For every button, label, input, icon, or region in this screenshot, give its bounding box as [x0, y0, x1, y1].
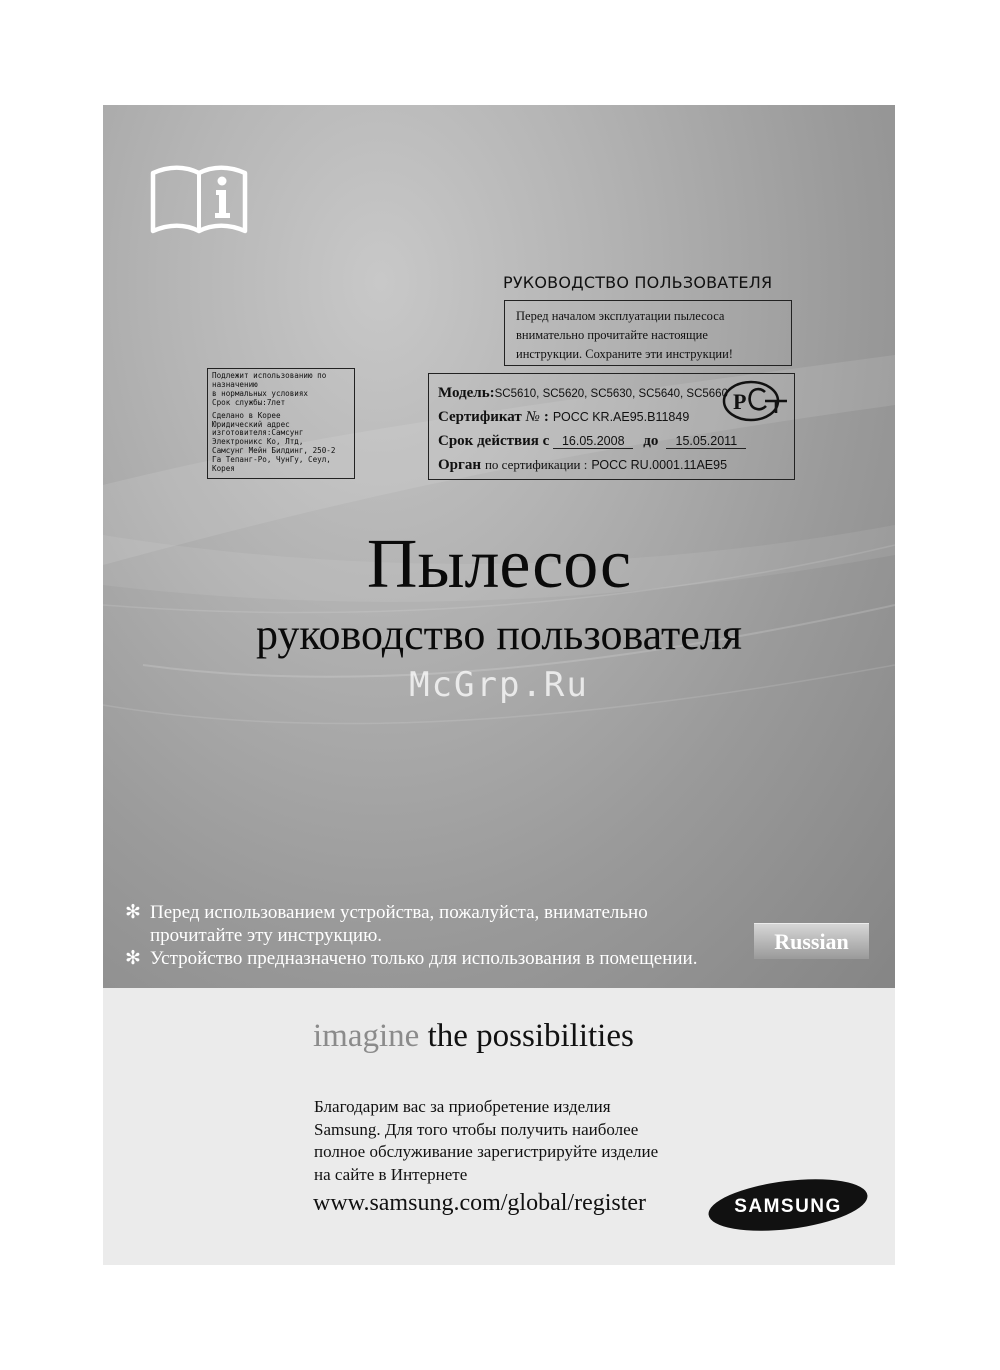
document-type-label: РУКОВОДСТВО ПОЛЬЗОВАТЕЛЯ: [503, 273, 773, 292]
asterisk-icon: ✻: [125, 902, 141, 923]
notice-line: внимательно прочитайте настоящие: [516, 328, 708, 342]
certificate-label: Сертификат: [438, 409, 522, 425]
usage-note: [125, 901, 765, 947]
manufacturer-info-box: [207, 368, 355, 479]
info-line: Га Тепанг-Ро, ЧунГу, Сеул,: [212, 455, 331, 465]
message-line: Samsung. Для того чтобы получить наиболее: [314, 1119, 639, 1139]
validity-label: Срок действия с: [438, 433, 550, 449]
note-line: Перед использованием устройства, пожалуйста, внимательно: [150, 902, 648, 923]
message-line: на сайте в Интернете: [314, 1164, 468, 1184]
registration-url: www.samsung.com/global/register: [313, 1190, 647, 1216]
info-line: в нормальных условиях: [212, 388, 309, 398]
organ-sub-label: по сертификации :: [484, 457, 588, 472]
info-line: Подлежит использованию по: [212, 371, 327, 380]
brand-slogan: [313, 1016, 634, 1056]
info-line: Юридический адрес: [212, 419, 290, 429]
info-line: изготовителя:Самсунг: [212, 428, 304, 438]
asterisk-icon: ✻: [125, 948, 141, 969]
certificate-colon: :: [543, 409, 549, 425]
model-label: Модель:: [438, 385, 495, 401]
slogan-dark-part: the possibilities: [419, 1018, 634, 1054]
certificate-row: [438, 408, 689, 426]
slogan-light-part: imagine: [313, 1018, 420, 1054]
watermark-text: McGrp.Ru: [409, 665, 589, 705]
info-line: Самсунг Мейн Билдинг, 250-2: [212, 446, 336, 456]
open-book-info-icon: [149, 157, 249, 235]
product-subtitle: руководство пользователя: [255, 610, 743, 659]
model-value: SC5610, SC5620, SC5630, SC5640, SC5660: [494, 388, 728, 400]
svg-text:Р: Р: [733, 389, 747, 414]
product-title: Пылесос: [366, 526, 632, 603]
model-row: [438, 384, 728, 402]
certificate-box: [428, 373, 795, 480]
samsung-logo-icon: [707, 1177, 869, 1233]
certificate-number-sign: №: [525, 409, 540, 425]
cover-bottom-panel: [103, 988, 895, 1265]
language-badge: Russian: [754, 923, 869, 959]
info-line: Сделано в Корее: [212, 410, 281, 420]
notice-line: инструкции. Сохраните эти инструкции!: [516, 347, 733, 361]
info-line: Корея: [212, 464, 235, 474]
info-line: Срок службы:7лет: [212, 397, 286, 407]
valid-to-label: до: [643, 433, 659, 449]
samsung-logo-text: SAMSUNG: [734, 1196, 842, 1217]
certificate-value: РОСС KR.AE95.B11849: [552, 410, 690, 424]
usage-note: [125, 947, 765, 970]
info-line: назначению: [212, 379, 258, 389]
notice-line: Перед началом эксплуатации пылесоса: [516, 309, 725, 323]
organ-row: [438, 456, 727, 474]
valid-to-date: 15.05.2011: [666, 434, 746, 449]
organ-label: Орган: [438, 457, 481, 473]
manual-cover: [103, 105, 895, 1265]
organ-value: РОСС RU.0001.11AE95: [591, 458, 728, 472]
valid-from-date: 16.05.2008: [553, 434, 633, 449]
message-line: Благодарим вас за приобретение изделия: [314, 1097, 611, 1116]
note-line: прочитайте эту инструкцию.: [150, 925, 383, 946]
note-line: Устройство предназначено только для использования в помещении.: [150, 948, 698, 969]
message-line: полное обслуживание зарегистрируйте изделие: [314, 1142, 659, 1161]
info-line: Электроникс Ко, Лтд,: [212, 437, 304, 447]
usage-notes: [125, 901, 765, 970]
cover-top-panel: [103, 105, 895, 988]
validity-row: [438, 432, 746, 450]
read-instructions-notice: [504, 300, 792, 366]
registration-message: [314, 1096, 658, 1186]
certification-mark-icon: [721, 378, 789, 424]
